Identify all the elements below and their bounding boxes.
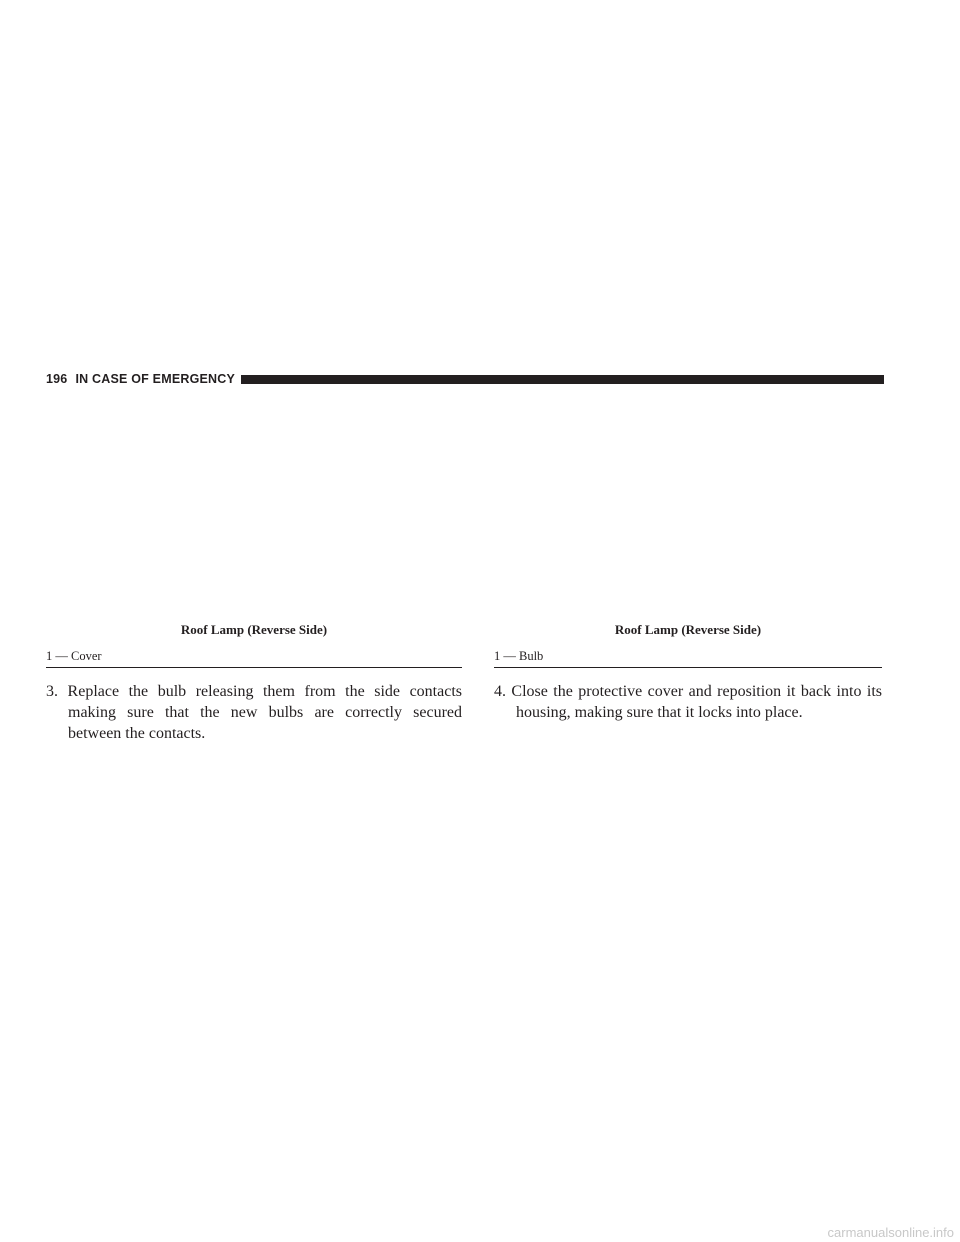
step-3-text: 3. Replace the bulb releasing them from the side contacts making sure that the new bulbs are correctly secured between the contacts.	[46, 683, 462, 742]
page-header	[46, 370, 884, 388]
right-column	[494, 622, 882, 739]
left-column	[46, 622, 462, 760]
page-number: 196	[46, 372, 68, 386]
header-rule	[241, 375, 884, 384]
figure-legend-right: 1 — Bulb	[494, 649, 882, 668]
figure-caption-left: Roof Lamp (Reverse Side)	[180, 622, 328, 637]
figure-caption-right: Roof Lamp (Reverse Side)	[614, 622, 762, 637]
step-4-text: 4. Close the protective cover and reposition it back into its housing, making sure that it locks into place.	[494, 683, 882, 721]
section-title: IN CASE OF EMERGENCY	[75, 372, 236, 386]
figure-legend-left: 1 — Cover	[46, 649, 462, 668]
watermark: carmanualsonline.info	[827, 1225, 954, 1240]
